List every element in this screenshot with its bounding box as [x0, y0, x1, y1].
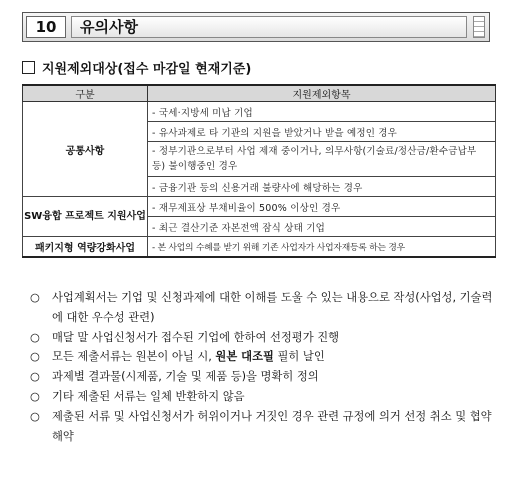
list-item	[30, 288, 496, 328]
exclusion-item: - 본 사업의 수혜를 받기 위해 기존 사업자가 사업자재등록 하는 경우	[148, 237, 496, 258]
exclusion-table	[22, 84, 496, 258]
header-items: 지원제외항목	[148, 85, 496, 102]
note-text-part: 필히 날인	[273, 350, 325, 364]
list-item	[30, 328, 496, 348]
note-text: 사업계획서는 기업 및 신청과제에 대한 이해를 도울 수 있는 내용으로 작성(사업성, 기술력에 대한 우수성 관련)	[52, 291, 493, 324]
exclusion-item: - 정부기관으로부터 사업 제재 중이거나, 의무사항(기술료/정산금/환수금납부 등) 불이행중인 경우	[148, 142, 496, 177]
exclusion-item: - 금융기관 등의 신용거래 불량사에 해당하는 경우	[148, 177, 496, 197]
note-text-emphasis: 원본 대조필	[215, 350, 274, 364]
category-common: 공통사항	[23, 102, 148, 197]
note-text: 기타 제출된 서류는 일체 반환하지 않음	[52, 389, 245, 403]
exclusion-item: - 최근 결산기준 자본전액 잠식 상태 기업	[148, 217, 496, 237]
section-header	[22, 12, 490, 42]
table-row	[23, 102, 496, 122]
bullet-icon: ○	[30, 350, 40, 364]
note-text-part: 모든 제출서류는 원본이 아닐 시,	[52, 350, 216, 364]
table-row	[23, 197, 496, 217]
list-item	[30, 367, 496, 387]
subheading-text: 지원제외대상(접수 마감일 현재기준)	[42, 62, 252, 77]
note-text: 과제별 결과물(시제품, 기술 및 제품 등)을 명확히 정의	[52, 370, 319, 384]
section-title: 유의사항	[80, 18, 138, 36]
bullet-icon: ○	[30, 389, 40, 403]
table-row	[23, 237, 496, 258]
section-number: 10	[26, 16, 66, 38]
list-item	[30, 407, 496, 447]
header-category: 구분	[23, 85, 148, 102]
list-item	[30, 347, 496, 367]
bullet-icon: ○	[30, 330, 40, 344]
checkbox-icon	[22, 61, 35, 74]
list-item	[30, 387, 496, 407]
note-text	[52, 347, 325, 367]
section-title-box	[71, 16, 467, 38]
notes-list	[30, 288, 496, 446]
bullet-icon: ○	[30, 370, 40, 384]
note-text: 매달 말 사업신청서가 접수된 기업에 한하여 선정평가 진행	[52, 330, 340, 344]
exclusion-item: - 유사과제로 타 기관의 지원을 받았거나 받을 예정인 경우	[148, 122, 496, 142]
exclusion-item: - 국세·지방세 미납 기업	[148, 102, 496, 122]
exclusion-item: - 재무제표상 부채비율이 500% 이상인 경우	[148, 197, 496, 217]
note-text: 제출된 서류 및 사업신청서가 허위이거나 거짓인 경우 관련 규정에 의거 선정 취소 및 협약 해약	[52, 409, 492, 443]
category-package: 패키지형 역량강화사업	[23, 237, 148, 258]
bullet-icon: ○	[30, 409, 40, 423]
bullet-icon: ○	[30, 291, 40, 304]
category-sw-convergence: SW융합 프로젝트 지원사업	[23, 197, 148, 237]
header-tab-decoration	[473, 16, 485, 38]
subheading	[22, 58, 251, 77]
